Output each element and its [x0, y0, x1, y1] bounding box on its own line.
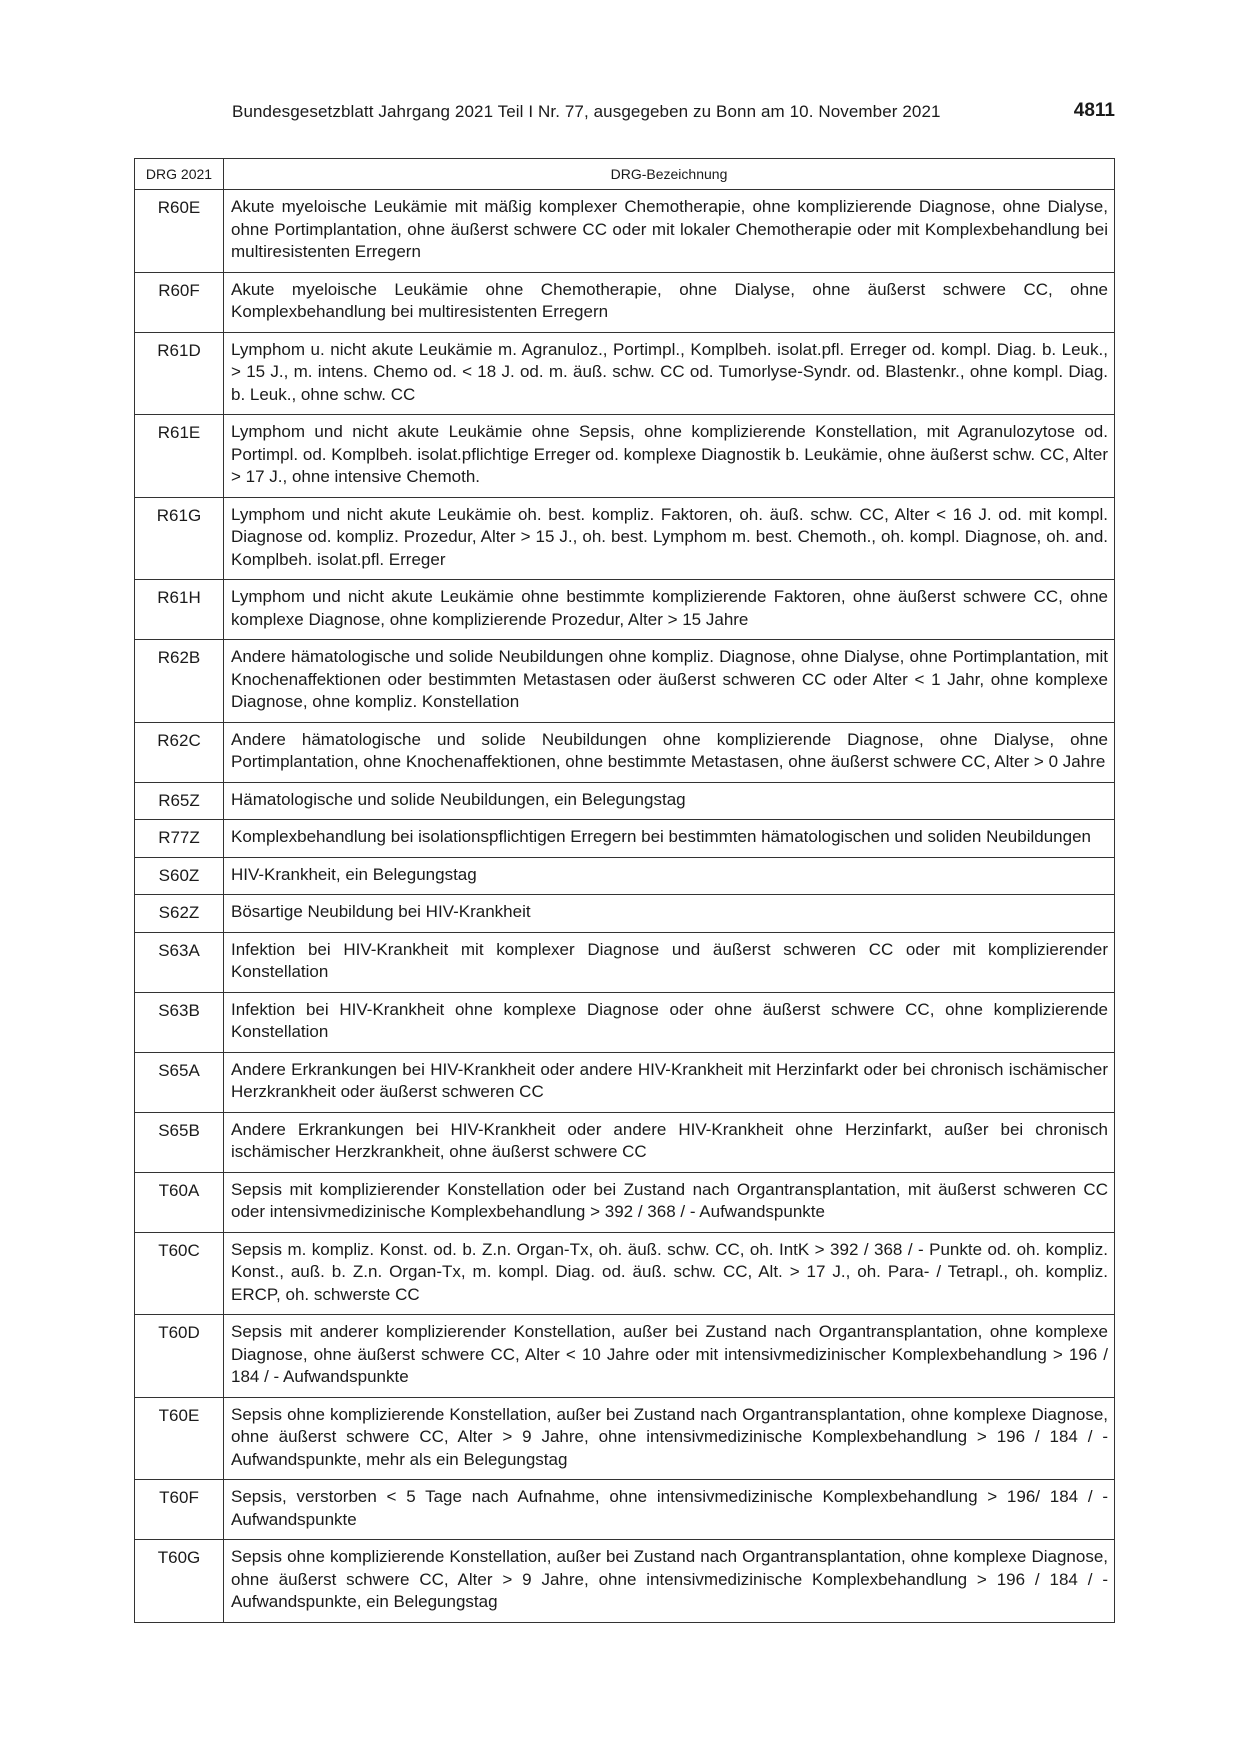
drg-description-cell: Bösartige Neubildung bei HIV-Krankheit: [224, 895, 1115, 933]
table-row: [135, 332, 1115, 415]
drg-code-cell: S65B: [135, 1112, 224, 1172]
drg-description-cell: Lymphom u. nicht akute Leukämie m. Agranuloz., Portimpl., Komplbeh. isolat.pfl. Erreger od. kompl. Diag. b. Leuk., > 15 J., m. intens. Chemo od. < 18 J. od. m. äuß. schw. CC od. Tumorlyse-Syndr. od. Blastenkr., ohne kompl. Diag. b. Leuk., ohne schw. CC: [224, 332, 1115, 415]
table-row: [135, 580, 1115, 640]
drg-code-cell: R60E: [135, 190, 224, 273]
table-row: [135, 415, 1115, 498]
column-header-drg-code: DRG 2021: [135, 159, 224, 190]
drg-description-cell: Infektion bei HIV-Krankheit ohne komplexe Diagnose oder ohne äußerst schwere CC, ohne komplizierende Konstellation: [224, 992, 1115, 1052]
drg-code-cell: R61G: [135, 497, 224, 580]
table-row: [135, 497, 1115, 580]
drg-description-cell: Sepsis mit komplizierender Konstellation oder bei Zustand nach Organtransplantation, mit äußerst schweren CC oder intensivmedizinische Komplexbehandlung > 392 / 368 / - Aufwandspunkte: [224, 1172, 1115, 1232]
drg-code-cell: R62B: [135, 640, 224, 723]
table-header-row: [135, 159, 1115, 190]
table-row: [135, 1315, 1115, 1398]
drg-description-cell: Andere hämatologische und solide Neubildungen ohne komplizierende Diagnose, ohne Dialyse, ohne Portimplantation, ohne Knochenaffektionen, ohne bestimmte Metastasen, ohne äußerst schwere CC, Alter > 0 Jahre: [224, 722, 1115, 782]
drg-description-cell: Sepsis mit anderer komplizierender Konstellation, außer bei Zustand nach Organtransplantation, ohne komplexe Diagnose, ohne äußerst schwere CC, Alter < 10 Jahre oder mit intensivmedizinischer Komplexbehandlung > 196 / 184 / - Aufwandspunkte: [224, 1315, 1115, 1398]
table-row: [135, 190, 1115, 273]
drg-description-cell: Lymphom und nicht akute Leukämie ohne Sepsis, ohne komplizierende Konstellation, mit Agranulozytose od. Portimpl. od. Komplbeh. isolat.pflichtige Erreger od. komplexe Diagnostik b. Leukämie, ohne äußerst schw. CC, Alter > 17 J., ohne intensive Chemoth.: [224, 415, 1115, 498]
drg-description-cell: Sepsis ohne komplizierende Konstellation, außer bei Zustand nach Organtransplantation, ohne komplexe Diagnose, ohne äußerst schwere CC, Alter > 9 Jahre, ohne intensivmedizinische Komplexbehandlung > 196 / 184 / - Aufwandspunkte, ein Belegungstag: [224, 1540, 1115, 1623]
table-row: [135, 1172, 1115, 1232]
table-row: [135, 820, 1115, 858]
table-row: [135, 1397, 1115, 1480]
drg-code-cell: S62Z: [135, 895, 224, 933]
drg-code-cell: R61D: [135, 332, 224, 415]
page-header: [135, 100, 1115, 128]
drg-description-cell: Infektion bei HIV-Krankheit mit komplexer Diagnose und äußerst schweren CC oder mit komplizierender Konstellation: [224, 932, 1115, 992]
table-row: [135, 1540, 1115, 1623]
drg-code-cell: R61E: [135, 415, 224, 498]
drg-code-cell: R61H: [135, 580, 224, 640]
table-row: [135, 857, 1115, 895]
table-row: [135, 272, 1115, 332]
drg-description-cell: Lymphom und nicht akute Leukämie ohne bestimmte komplizierende Faktoren, ohne äußerst schwere CC, ohne komplexe Diagnose, ohne komplizierende Prozedur, Alter > 15 Jahre: [224, 580, 1115, 640]
drg-table: [134, 158, 1115, 1623]
drg-description-cell: Sepsis, verstorben < 5 Tage nach Aufnahme, ohne intensivmedizinische Komplexbehandlung > 196/ 184 / - Aufwandspunkte: [224, 1480, 1115, 1540]
drg-description-cell: Andere hämatologische und solide Neubildungen ohne kompliz. Diagnose, ohne Dialyse, ohne Portimplantation, mit Knochenaffektionen oder bestimmten Metastasen oder äußerst schweren CC oder Alter < 1 Jahr, ohne komplexe Diagnose, ohne kompliz. Konstellation: [224, 640, 1115, 723]
table-row: [135, 640, 1115, 723]
drg-code-cell: T60F: [135, 1480, 224, 1540]
drg-description-cell: Andere Erkrankungen bei HIV-Krankheit oder andere HIV-Krankheit ohne Herzinfarkt, außer bei chronisch ischämischer Herzkrankheit, ohne äußerst schwere CC: [224, 1112, 1115, 1172]
table-row: [135, 932, 1115, 992]
drg-code-cell: T60D: [135, 1315, 224, 1398]
table-row: [135, 992, 1115, 1052]
drg-code-cell: R77Z: [135, 820, 224, 858]
gazette-title: Bundesgesetzblatt Jahrgang 2021 Teil I Nr. 77, ausgegeben zu Bonn am 10. November 2021: [232, 102, 941, 121]
drg-description-cell: Akute myeloische Leukämie ohne Chemotherapie, ohne Dialyse, ohne äußerst schwere CC, ohne Komplexbehandlung bei multiresistenten Erregern: [224, 272, 1115, 332]
drg-code-cell: T60A: [135, 1172, 224, 1232]
table-row: [135, 1232, 1115, 1315]
page-number: 4811: [1073, 100, 1115, 121]
drg-description-cell: Andere Erkrankungen bei HIV-Krankheit oder andere HIV-Krankheit mit Herzinfarkt oder bei chronisch ischämischer Herzkrankheit oder äußerst schweren CC: [224, 1052, 1115, 1112]
drg-description-cell: HIV-Krankheit, ein Belegungstag: [224, 857, 1115, 895]
drg-code-cell: S63A: [135, 932, 224, 992]
column-header-drg-description: DRG-Bezeichnung: [224, 159, 1115, 190]
drg-code-cell: S63B: [135, 992, 224, 1052]
drg-description-cell: Lymphom und nicht akute Leukämie oh. best. kompliz. Faktoren, oh. äuß. schw. CC, Alter < 16 J. od. mit kompl. Diagnose od. kompliz. Prozedur, Alter > 15 J., oh. best. Lymphom m. best. Chemoth., oh. kompl. Diagnose, oh. and. Komplbeh. isolat.pfl. Erreger: [224, 497, 1115, 580]
table-row: [135, 722, 1115, 782]
drg-code-cell: R62C: [135, 722, 224, 782]
table-row: [135, 1052, 1115, 1112]
drg-code-cell: S65A: [135, 1052, 224, 1112]
drg-code-cell: S60Z: [135, 857, 224, 895]
drg-description-cell: Sepsis ohne komplizierende Konstellation, außer bei Zustand nach Organtransplantation, ohne komplexe Diagnose, ohne äußerst schwere CC, Alter > 9 Jahre, ohne intensivmedizinische Komplexbehandlung > 196 / 184 / - Aufwandspunkte, mehr als ein Belegungstag: [224, 1397, 1115, 1480]
drg-description-cell: Komplexbehandlung bei isolationspflichtigen Erregern bei bestimmten hämatologischen und soliden Neubildungen: [224, 820, 1115, 858]
table-row: [135, 1112, 1115, 1172]
drg-code-cell: R60F: [135, 272, 224, 332]
drg-description-cell: Akute myeloische Leukämie mit mäßig komplexer Chemotherapie, ohne komplizierende Diagnose, ohne Dialyse, ohne Portimplantation, ohne äußerst schwere CC oder mit lokaler Chemotherapie oder mit Komplexbehandlung bei multiresistenten Erregern: [224, 190, 1115, 273]
drg-code-cell: T60E: [135, 1397, 224, 1480]
drg-code-cell: T60C: [135, 1232, 224, 1315]
drg-code-cell: T60G: [135, 1540, 224, 1623]
drg-description-cell: Sepsis m. kompliz. Konst. od. b. Z.n. Organ-Tx, oh. äuß. schw. CC, oh. IntK > 392 / 368 / - Punkte od. oh. kompliz. Konst., auß. b. Z.n. Organ-Tx, m. kompl. Diag. od. äuß. schw. CC, Alt. > 17 J., oh. Para- / Tetrapl., oh. kompliz. ERCP, oh. schwerste CC: [224, 1232, 1115, 1315]
table-row: [135, 895, 1115, 933]
table-row: [135, 1480, 1115, 1540]
table-body: [135, 190, 1115, 1623]
drg-code-cell: R65Z: [135, 782, 224, 820]
drg-description-cell: Hämatologische und solide Neubildungen, ein Belegungstag: [224, 782, 1115, 820]
table-row: [135, 782, 1115, 820]
